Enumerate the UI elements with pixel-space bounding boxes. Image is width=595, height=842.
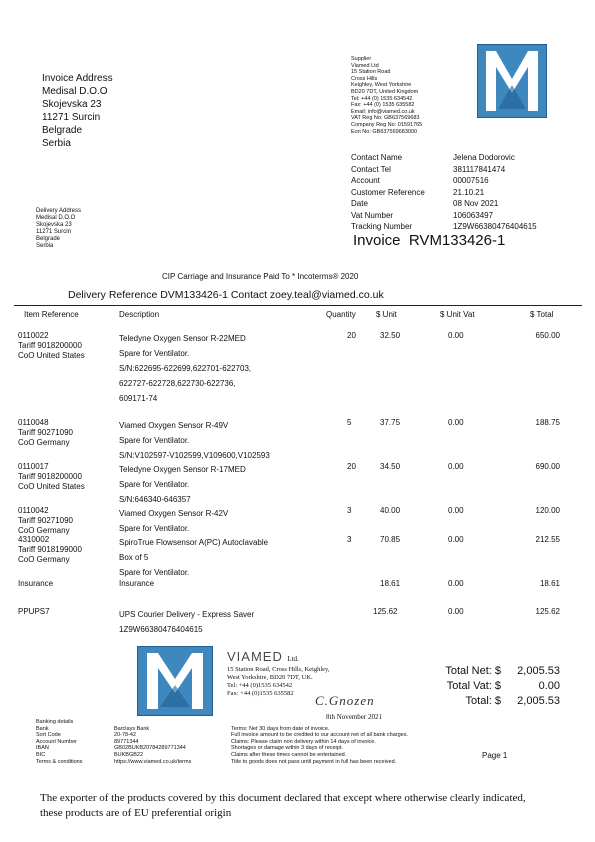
supplier-line: Eori No: GB637569683000 [351,128,418,135]
banking-values [114,726,191,766]
item-vat: 0.00 [448,506,464,515]
invoice-label: Invoice [353,232,401,249]
contact-value: 08 Nov 2021 [453,199,499,208]
item-ref: Insurance [18,579,54,588]
item-desc-line: Spare for Ventilator. [119,524,190,533]
total-net-value: 2,005.53 [517,665,560,677]
signature: C.Gnozen [315,693,375,708]
invoice-heading [353,232,505,250]
item-tariff: Tariff 9018199000 [18,545,82,554]
item-ref: 0110048 [18,418,49,427]
supplier-line: BD20 7DT, United Kingdom [351,88,419,95]
item-total: 690.00 [535,462,560,471]
col-header-unit-vat: $ Unit Vat [440,310,475,319]
invoice-address-line: Belgrade [42,125,83,136]
item-total: 188.75 [535,418,560,427]
item-desc-line: Teledyne Oxygen Sensor R-22MED [119,334,246,343]
delivery-address-line: Medisal D.O.O [36,215,76,221]
item-qty: 20 [347,331,356,340]
col-header-description: Description [119,310,160,319]
item-vat: 0.00 [448,331,464,340]
item-desc-line: 622727-622728,622730-622736, [119,379,236,388]
item-desc-line: S/N:V102597-V102599,V109600,V102593 [119,451,270,460]
banking-value: GB02BUKB20784289771344 [114,745,186,752]
supplier-line: Email: info@viamed.co.uk [351,108,415,115]
contact-values [453,152,537,233]
item-row [18,506,73,536]
item-ref: 0110017 [18,462,49,471]
page-number: Page 1 [482,751,508,760]
item-vat: 0.00 [448,462,464,471]
footer-company-suffix: Ltd. [287,655,299,663]
contact-label: Tracking Number [351,222,413,231]
origin-declaration: The exporter of the products covered by this document declared that except where otherwise clearly indicated, these products are of EU preferential origin [40,792,526,819]
item-ref: 0110042 [18,506,49,515]
terms-line: Claims after these times cannot be entertained. [231,751,347,758]
contact-value: Jelena Dodorovic [453,153,515,162]
contact-value: 381117841474 [453,164,506,174]
terms-line: Terms: Net 30 days from date of invoice. [231,725,330,732]
item-vat: 0.00 [448,579,464,588]
header-divider [14,305,582,306]
total-label: Total: $ [465,695,501,707]
invoice-number: RVM133426-1 [408,232,506,249]
item-total: 18.61 [539,579,560,588]
footer-address-line: West Yorkshire, BD20 7DT, UK. [227,674,313,681]
item-desc-line: 609171-74 [119,394,158,403]
item-unit: 34.50 [380,462,401,471]
item-tariff: Tariff 9018200000 [18,341,82,350]
totals-labels [439,664,501,709]
delivery-address-line: Skojevska 23 [36,222,72,228]
item-description [119,535,268,580]
supplier-line: Cross Hills [351,75,378,82]
item-desc-line: Spare for Ventilator. [119,568,190,577]
item-tariff: Tariff 9018200000 [18,472,82,481]
item-desc-line: Insurance [119,579,155,588]
delivery-address-line: 11271 Surcin [36,229,71,235]
contact-label: Contact Name [351,153,403,162]
item-desc-line: Teledyne Oxygen Sensor R-17MED [119,465,246,474]
supplier-line: Company Reg No: 01591765 [351,121,423,128]
item-vat: 0.00 [448,418,464,427]
item-desc-line: Viamed Oxygen Sensor R-49V [119,421,229,430]
item-qty: 20 [347,462,356,471]
item-desc-line: SpiroTrue Flowsensor A(PC) Autoclavable [119,538,269,547]
item-description [119,462,246,507]
banking-labels [36,719,82,765]
item-row [18,462,85,492]
viamed-logo [477,44,547,118]
item-description [119,506,228,536]
item-tariff: Tariff 90271090 [18,428,74,437]
item-desc-line: Spare for Ventilator. [119,480,190,489]
contact-value: 00007516 [453,176,489,185]
item-desc-line: Spare for Ventilator. [119,349,190,358]
item-ref: 0110022 [18,331,49,340]
invoice-address-line: Serbia [42,138,71,149]
item-total: 650.00 [535,331,560,340]
banking-label: BIC [36,751,46,758]
terms-line: Full invoice amount to be credited to our account net of all bank charges. [231,732,409,739]
banking-label: Bank [36,725,49,732]
col-header-item-reference: Item Reference [24,310,79,319]
item-total: 120.00 [535,506,560,515]
col-header-total: $ Total [530,310,554,319]
viamed-logo-mark [478,45,546,117]
supplier-line: Supplier [351,56,372,62]
footer-company [227,648,330,698]
item-coo: CoO United States [18,351,85,360]
item-tariff: Tariff 90271090 [18,516,74,525]
item-unit: 18.61 [380,579,401,588]
supplier-line: Tel: +44 (0) 1535 634542 [351,95,413,102]
banking-value: 20-78-42 [114,732,137,739]
item-desc-line: S/N:646340-646357 [119,495,191,504]
item-unit: 70.85 [380,535,401,544]
item-coo: CoO Germany [18,555,70,564]
item-ref: PPUPS7 [18,607,50,616]
signature-date: 8th November 2021 [326,713,382,721]
terms-line: Title to goods does not pass until payment in full has been received. [231,758,397,765]
item-qty: 3 [347,506,352,515]
item-description [119,418,270,463]
totals-values [506,664,560,709]
supplier-line: 15 Station Road [351,69,391,76]
item-total: 125.62 [535,607,560,616]
invoice-address [42,72,113,150]
item-desc-line: UPS Courier Delivery - Express Saver [119,610,255,619]
invoice-address-title: Invoice Address [42,73,113,84]
delivery-address-line: Belgrade [36,236,61,242]
item-vat: 0.00 [448,607,464,616]
terms-line: Claims: Please claim non delivery within 14 days of invoice. [231,738,376,745]
viamed-footer-logo [137,646,213,716]
item-qty: 5 [347,418,352,427]
item-unit: 32.50 [380,331,401,340]
banking-value: 89771344 [114,738,139,745]
item-vat: 0.00 [448,535,464,544]
col-header-quantity: Quantity [326,310,356,319]
item-desc-line: S/N:622695-622699,622701-622703, [119,364,252,373]
viamed-footer-logo-mark [138,647,212,715]
banking-label: Account Number [36,738,77,745]
contact-value: 21.10.21 [453,187,485,197]
banking-label: Terms & conditions [36,758,83,765]
supplier-block [351,56,422,135]
item-coo: CoO Germany [18,526,70,535]
item-desc-line: Viamed Oxygen Sensor R-42V [119,509,229,518]
terms-line: Shortages or damage within 3 days of receipt. [231,745,343,752]
item-total: 212.55 [535,535,560,544]
supplier-line: Viamed Ltd [351,62,379,69]
banking-value: https://www.viamed.co.uk/terms [114,758,192,765]
contact-value: 1Z9W66380476404615 [453,222,537,231]
invoice-address-line: Skojevska 23 [42,99,102,110]
supplier-line: Fax: +44 (0) 1535 635582 [351,102,415,109]
total-vat-value: 0.00 [538,680,560,692]
item-row [18,418,73,448]
contact-label: Contact Tel [351,164,391,174]
supplier-line: VAT Reg No: GB637569683 [351,115,420,122]
delivery-address-line: Serbia [36,243,54,249]
terms [231,726,408,766]
item-ref: 4310002 [18,535,50,544]
footer-tel: Tel: +44 (0)1535 634542 [227,682,293,689]
footer-address-line: 15 Station Road, Cross Hills, Keighley, [227,666,330,673]
banking-value: BUKBGB22 [114,751,144,758]
item-desc-line: Box of 5 [119,553,149,562]
item-unit: 40.00 [380,506,401,515]
invoice-address-line: 11271 Surcin [42,112,101,123]
col-header-unit: $ Unit [376,310,397,319]
item-unit: 37.75 [380,418,401,427]
item-description [119,331,251,406]
contact-label: Date [351,199,368,208]
supplier-line: Keighley, West Yorkshire [351,82,412,89]
delivery-address-title: Delivery Address [36,208,82,214]
item-coo: CoO Germany [18,438,70,447]
item-description [119,607,254,637]
banking-title: Banking details [36,719,74,725]
footer-company-name: VIAMED [227,649,283,664]
invoice-address-line: Medisal D.O.O [42,86,108,97]
incoterms: CIP Carriage and Insurance Paid To * Incoterms® 2020 [162,272,359,281]
contact-labels [351,152,425,233]
item-desc-line: 1Z9W66380476404615 [119,625,203,634]
total-value: 2,005.53 [517,695,560,707]
banking-label: IBAN [36,745,49,752]
total-net-label: Total Net: $ [445,665,501,677]
contact-label: Vat Number [351,210,394,220]
delivery-address [36,208,81,250]
contact-label: Account [351,176,380,185]
contact-value: 106063497 [453,210,494,220]
item-desc-line: Spare for Ventilator. [119,436,190,445]
total-vat-label: Total Vat: $ [446,680,501,692]
item-unit: 125.62 [373,607,398,616]
delivery-reference: Delivery Reference DVM133426-1 Contact zoey.teal@viamed.co.uk [68,289,384,301]
item-row [18,535,82,565]
item-row [18,331,85,361]
item-coo: CoO United States [18,482,85,491]
item-qty: 3 [347,535,352,544]
banking-value: Barclays Bank [114,725,150,732]
banking-label: Sort Code [36,732,61,739]
contact-label: Customer Reference [351,187,425,197]
footer-fax: Fax: +44 (0)1535 635582 [227,690,294,697]
